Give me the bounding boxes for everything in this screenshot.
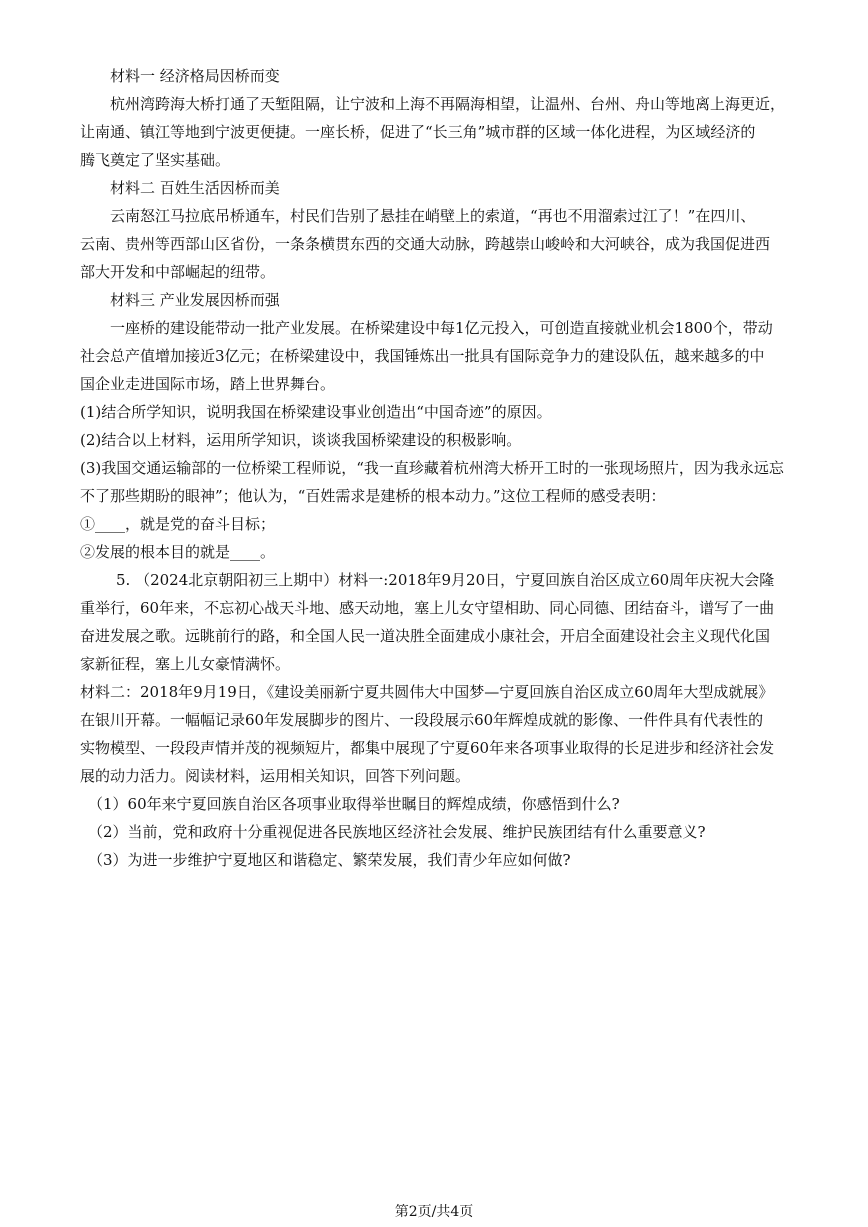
material3-line: 一座桥的建设能带动一批产业发展。在桥梁建设中每1亿元投入，可创造直接就业机会1800个，带动 xyxy=(110,319,773,337)
question-5-2: （2）当前，党和政府十分重视促进各民族地区经济社会发展、维护民族团结有什么重要意义? xyxy=(88,823,706,841)
material2-line: 云南怒江马拉底吊桥通车，村民们告别了悬挂在峭壁上的索道，“再也不用溜索过江了！”在四川、 xyxy=(110,207,756,225)
question-4-3-cont: 不了那些期盼的眼神”；他认为，“百姓需求是建桥的根本动力。”这位工程师的感受表明： xyxy=(80,487,666,505)
question-5-material1-line: 重举行，60年来，不忘初心战天斗地、感天动地，塞上儿女守望相助、同心同德、团结奋斗，谱写了一曲 xyxy=(80,599,775,617)
material2-title: 材料二 百姓生活因桥而美 xyxy=(110,179,280,197)
answer-blank-2: ②发展的根本目的就是____。 xyxy=(80,543,276,561)
material2-line: 云南、贵州等西部山区省份，一条条横贯东西的交通大动脉，跨越崇山峻岭和大河峡谷，成为我国促进西 xyxy=(80,235,771,253)
material1-line: 腾飞奠定了坚实基础。 xyxy=(80,151,231,169)
material1-title: 材料一 经济格局因桥而变 xyxy=(110,67,280,85)
material1-line: 杭州湾跨海大桥打通了天堑阻隔，让宁波和上海不再隔海相望，让温州、台州、舟山等地离上海更近， xyxy=(110,95,786,113)
material3-title: 材料三 产业发展因桥而强 xyxy=(110,291,280,309)
question-5-material1-line: 家新征程，塞上儿女豪情满怀。 xyxy=(80,655,291,673)
question-5-material2-line: 材料二：2018年9月19日，《建设美丽新宁夏共圆伟大中国梦—宁夏回族自治区成立60周年大型成就展》 xyxy=(80,683,774,701)
question-4-1: (1)结合所学知识，说明我国在桥梁建设事业创造出“中国奇迹”的原因。 xyxy=(80,403,552,421)
question-4-2: (2)结合以上材料，运用所学知识，谈谈我国桥梁建设的积极影响。 xyxy=(80,431,522,449)
page-content xyxy=(80,62,790,874)
question-5-material2-line: 在银川开幕。一幅幅记录60年发展脚步的图片、一段段展示60年辉煌成就的影像、一件件具有代表性的 xyxy=(80,711,764,729)
question-5-3: （3）为进一步维护宁夏地区和谐稳定、繁荣发展，我们青少年应如何做? xyxy=(88,851,571,869)
material3-line: 社会总产值增加接近3亿元；在桥梁建设中，我国锤炼出一批具有国际竞争力的建设队伍，越来越多的中 xyxy=(80,347,765,365)
question-5-material1-line: 奋进发展之歌。远眺前行的路，和全国人民一道决胜全面建成小康社会，开启全面建设社会主义现代化国 xyxy=(80,627,771,645)
material2-line: 部大开发和中部崛起的纽带。 xyxy=(80,263,276,281)
answer-blank-1: ①____，就是党的奋斗目标； xyxy=(80,515,276,533)
page-number-footer: 第2页/共4页 xyxy=(394,1204,474,1220)
question-5-material2-line: 实物模型、一段段声情并茂的视频短片，都集中展现了宁夏60年来各项事业取得的长足进步和经济社会发 xyxy=(80,739,775,757)
question-4-3: (3)我国交通运输部的一位桥梁工程师说，“我一直珍藏着杭州湾大桥开工时的一张现场照片，因为我永远忘 xyxy=(80,459,784,477)
material3-line: 国企业走进国际市场，踏上世界舞台。 xyxy=(80,375,336,393)
question-5-material2-line: 展的动力活力。阅读材料，运用相关知识，回答下列问题。 xyxy=(80,767,471,785)
material1-line: 让南通、镇江等地到宁波更便捷。一座长桥，促进了“长三角”城市群的区域一体化进程，为区域经济的 xyxy=(80,123,756,141)
question-5-material1-line: 5. （2024北京朝阳初三上期中）材料一:2018年9月20日，宁夏回族自治区成立60周年庆祝大会隆 xyxy=(116,571,775,589)
question-5-1: （1）60年来宁夏回族自治区各项事业取得举世瞩目的辉煌成绩，你感悟到什么? xyxy=(88,795,620,813)
